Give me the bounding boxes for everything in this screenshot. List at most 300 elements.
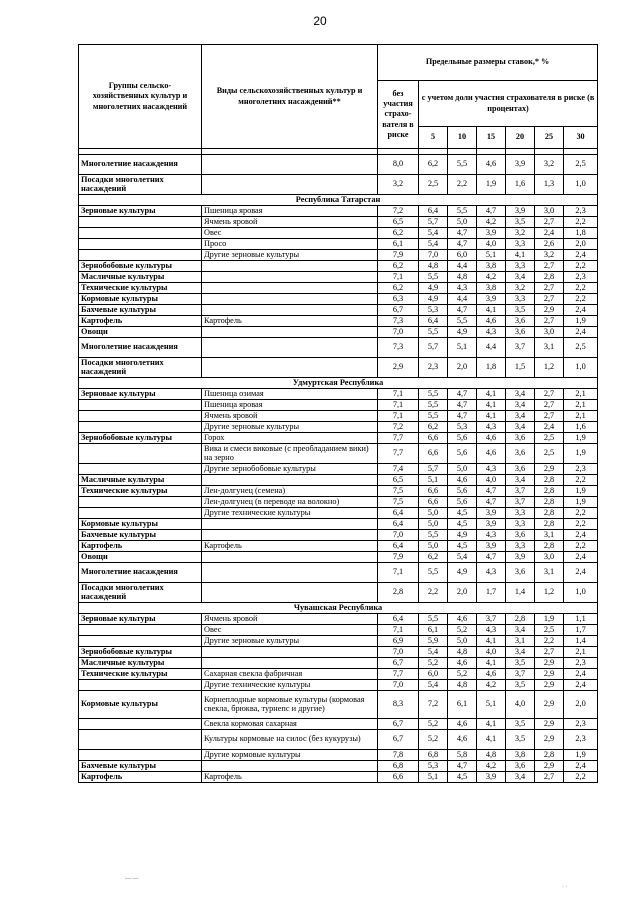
rate-share-15: 4,7 <box>477 552 506 563</box>
rate-share-25: 2,8 <box>535 497 564 508</box>
rate-share-10: 5,2 <box>448 625 477 636</box>
header-limits: Предельные размеры ставок,* % <box>378 45 598 81</box>
rate-share-5: 5,2 <box>419 719 448 730</box>
crop-kind: Корнеплодные кормовые культуры (кормовая свекла, брюква, турнепс и другие) <box>202 691 378 719</box>
rate-share-10: 4,7 <box>448 239 477 250</box>
rate-share-30: 1,9 <box>564 750 598 761</box>
table-row <box>79 475 598 486</box>
rate-share-10: 5,6 <box>448 497 477 508</box>
rate-without-participation: 7,9 <box>378 552 419 563</box>
table-row <box>79 519 598 530</box>
rate-share-25: 3,2 <box>535 250 564 261</box>
rate-share-30: 2,4 <box>564 761 598 772</box>
rate-share-30: 2,4 <box>564 563 598 583</box>
rate-share-15: 4,3 <box>477 625 506 636</box>
crop-group: Зерновые культуры <box>79 206 202 217</box>
rate-share-25: 1,9 <box>535 614 564 625</box>
rate-share-20: 3,4 <box>506 772 535 783</box>
table-row <box>79 583 598 603</box>
rate-share-10: 4,7 <box>448 228 477 239</box>
rate-without-participation: 6,4 <box>378 508 419 519</box>
rate-share-20: 3,4 <box>506 475 535 486</box>
crop-kind <box>202 647 378 658</box>
table-row <box>79 294 598 305</box>
rate-share-10: 4,6 <box>448 658 477 669</box>
rate-share-15: 4,2 <box>477 680 506 691</box>
rate-share-5: 5,2 <box>419 730 448 750</box>
rate-without-participation: 6,2 <box>378 228 419 239</box>
rate-share-15: 4,1 <box>477 730 506 750</box>
rate-share-25: 2,7 <box>535 283 564 294</box>
rate-share-10: 4,4 <box>448 261 477 272</box>
table-row <box>79 563 598 583</box>
crop-group <box>79 680 202 691</box>
crop-group: Посадки многолетних насаждений <box>79 583 202 603</box>
crop-kind: Овес <box>202 228 378 239</box>
header-share-30: 30 <box>564 127 598 149</box>
rate-share-10: 4,9 <box>448 563 477 583</box>
rate-without-participation: 7,8 <box>378 750 419 761</box>
rate-share-10: 4,4 <box>448 294 477 305</box>
rate-without-participation: 7,2 <box>378 422 419 433</box>
rate-share-10: 5,8 <box>448 750 477 761</box>
crop-group: Многолетние насаждения <box>79 563 202 583</box>
rate-share-25: 2,7 <box>535 316 564 327</box>
rate-without-participation: 6,5 <box>378 475 419 486</box>
crop-kind <box>202 761 378 772</box>
rate-share-20: 3,9 <box>506 552 535 563</box>
rate-share-5: 5,4 <box>419 228 448 239</box>
crop-kind: Ячмень яровой <box>202 411 378 422</box>
rate-share-10: 5,2 <box>448 669 477 680</box>
rate-share-30: 2,4 <box>564 680 598 691</box>
crop-kind <box>202 563 378 583</box>
crop-group: Посадки многолетних насаждений <box>79 175 202 195</box>
rate-share-25: 2,9 <box>535 464 564 475</box>
rate-share-30: 2,4 <box>564 250 598 261</box>
rate-share-15: 4,1 <box>477 400 506 411</box>
rate-share-20: 3,9 <box>506 155 535 175</box>
rate-share-5: 4,9 <box>419 294 448 305</box>
rate-share-15: 4,7 <box>477 206 506 217</box>
rate-share-10: 5,6 <box>448 444 477 464</box>
table-row <box>79 508 598 519</box>
rate-share-20: 3,3 <box>506 508 535 519</box>
rate-without-participation: 2,9 <box>378 358 419 378</box>
rate-share-10: 4,8 <box>448 647 477 658</box>
rate-share-15: 3,9 <box>477 508 506 519</box>
rate-share-30: 2,2 <box>564 772 598 783</box>
crop-group: Зернобобовые культуры <box>79 261 202 272</box>
rate-share-15: 5,1 <box>477 691 506 719</box>
table-row <box>79 206 598 217</box>
rate-share-30: 2,0 <box>564 691 598 719</box>
rate-share-30: 1,9 <box>564 486 598 497</box>
table-row <box>79 669 598 680</box>
rate-share-25: 2,8 <box>535 486 564 497</box>
crop-kind: Картофель <box>202 772 378 783</box>
rate-share-25: 2,4 <box>535 422 564 433</box>
table-row <box>79 305 598 316</box>
rate-share-20: 3,7 <box>506 338 535 358</box>
crop-kind <box>202 552 378 563</box>
table-row <box>79 552 598 563</box>
crop-kind: Просо <box>202 239 378 250</box>
rate-share-30: 2,3 <box>564 206 598 217</box>
rate-share-15: 3,9 <box>477 772 506 783</box>
rate-without-participation: 7,1 <box>378 272 419 283</box>
scan-mark: · · <box>562 884 568 890</box>
table-row <box>79 400 598 411</box>
rate-share-5: 5,4 <box>419 647 448 658</box>
rate-share-30: 2,1 <box>564 647 598 658</box>
table-row <box>79 358 598 378</box>
crop-group: Посадки многолетних насаждений <box>79 358 202 378</box>
rate-share-25: 1,2 <box>535 583 564 603</box>
rate-share-30: 1,6 <box>564 422 598 433</box>
rate-share-25: 2,9 <box>535 719 564 730</box>
rate-without-participation: 7,1 <box>378 563 419 583</box>
rate-without-participation: 6,7 <box>378 658 419 669</box>
table-row <box>79 316 598 327</box>
rate-share-20: 3,5 <box>506 217 535 228</box>
crop-kind: Овес <box>202 625 378 636</box>
rate-share-20: 3,4 <box>506 647 535 658</box>
crop-group: Картофель <box>79 316 202 327</box>
table-row <box>79 272 598 283</box>
rate-share-15: 3,9 <box>477 228 506 239</box>
rate-share-25: 2,7 <box>535 411 564 422</box>
rate-without-participation: 6,6 <box>378 772 419 783</box>
rate-share-15: 1,7 <box>477 583 506 603</box>
rate-share-5: 5,0 <box>419 519 448 530</box>
rate-share-15: 4,7 <box>477 486 506 497</box>
rate-without-participation: 7,0 <box>378 647 419 658</box>
rate-share-15: 4,7 <box>477 497 506 508</box>
region-row <box>79 378 598 389</box>
crop-group <box>79 625 202 636</box>
rate-share-10: 5,5 <box>448 206 477 217</box>
rate-without-participation: 7,1 <box>378 389 419 400</box>
rate-share-5: 6,2 <box>419 155 448 175</box>
rate-without-participation: 6,4 <box>378 519 419 530</box>
rate-share-15: 5,1 <box>477 250 506 261</box>
rate-share-10: 5,0 <box>448 217 477 228</box>
rate-share-5: 5,4 <box>419 239 448 250</box>
rate-share-10: 2,0 <box>448 358 477 378</box>
rate-share-20: 3,6 <box>506 530 535 541</box>
rate-share-25: 3,1 <box>535 530 564 541</box>
crop-kind: Картофель <box>202 316 378 327</box>
rate-share-15: 4,1 <box>477 658 506 669</box>
rate-share-5: 5,5 <box>419 530 448 541</box>
rate-share-25: 2,9 <box>535 669 564 680</box>
rate-without-participation: 7,0 <box>378 680 419 691</box>
rate-share-15: 1,8 <box>477 358 506 378</box>
region-name: Республика Татарстан <box>79 195 598 206</box>
table-row <box>79 691 598 719</box>
rate-without-participation: 7,1 <box>378 411 419 422</box>
crop-group: Масличные культуры <box>79 658 202 669</box>
table-row <box>79 283 598 294</box>
rate-share-20: 3,3 <box>506 541 535 552</box>
rate-share-5: 5,5 <box>419 389 448 400</box>
rate-without-participation: 7,2 <box>378 206 419 217</box>
table-row <box>79 411 598 422</box>
table-row <box>79 228 598 239</box>
crop-kind: Пшеница яровая <box>202 400 378 411</box>
rate-share-25: 3,0 <box>535 327 564 338</box>
rate-share-10: 4,7 <box>448 305 477 316</box>
rate-share-20: 3,4 <box>506 625 535 636</box>
rate-share-25: 2,9 <box>535 658 564 669</box>
rate-share-10: 4,8 <box>448 272 477 283</box>
crop-group <box>79 719 202 730</box>
rate-share-10: 4,9 <box>448 327 477 338</box>
rate-share-5: 5,5 <box>419 272 448 283</box>
rate-share-10: 5,5 <box>448 316 477 327</box>
rate-share-30: 2,4 <box>564 327 598 338</box>
rate-share-10: 4,7 <box>448 761 477 772</box>
rate-without-participation: 7,4 <box>378 464 419 475</box>
rate-without-participation: 7,7 <box>378 669 419 680</box>
rate-share-30: 1,8 <box>564 228 598 239</box>
header-share-15: 15 <box>477 127 506 149</box>
rate-share-5: 6,8 <box>419 750 448 761</box>
rate-share-5: 2,5 <box>419 175 448 195</box>
rate-share-10: 6,1 <box>448 691 477 719</box>
crop-group <box>79 228 202 239</box>
crop-kind <box>202 175 378 195</box>
crop-group: Технические культуры <box>79 486 202 497</box>
rate-without-participation: 6,1 <box>378 239 419 250</box>
rate-share-10: 5,6 <box>448 486 477 497</box>
rate-share-25: 2,8 <box>535 541 564 552</box>
rate-share-10: 5,1 <box>448 338 477 358</box>
crop-kind <box>202 272 378 283</box>
header-share-20: 20 <box>506 127 535 149</box>
crop-kind: Картофель <box>202 541 378 552</box>
crop-kind: Свекла кормовая сахарная <box>202 719 378 730</box>
region-row <box>79 603 598 614</box>
rate-share-15: 4,6 <box>477 433 506 444</box>
header-share-10: 10 <box>448 127 477 149</box>
rate-share-10: 5,3 <box>448 422 477 433</box>
rate-share-30: 2,3 <box>564 658 598 669</box>
rate-share-20: 3,3 <box>506 261 535 272</box>
table-row <box>79 433 598 444</box>
rate-share-15: 4,0 <box>477 239 506 250</box>
rate-share-5: 2,2 <box>419 583 448 603</box>
scan-mark: — — <box>125 876 139 882</box>
rate-share-10: 4,5 <box>448 541 477 552</box>
table-row <box>79 464 598 475</box>
rate-share-10: 5,5 <box>448 155 477 175</box>
crop-group: Картофель <box>79 772 202 783</box>
rate-share-30: 1,0 <box>564 583 598 603</box>
rate-share-30: 2,2 <box>564 217 598 228</box>
header-share-25: 25 <box>535 127 564 149</box>
rate-share-15: 4,2 <box>477 761 506 772</box>
rate-share-5: 6,6 <box>419 433 448 444</box>
rate-share-30: 2,2 <box>564 475 598 486</box>
crop-group <box>79 636 202 647</box>
rate-share-25: 2,5 <box>535 625 564 636</box>
rate-share-20: 3,8 <box>506 750 535 761</box>
rate-share-20: 4,1 <box>506 250 535 261</box>
rate-without-participation: 7,3 <box>378 338 419 358</box>
rate-share-10: 4,5 <box>448 519 477 530</box>
crop-group: Бахчевые культуры <box>79 305 202 316</box>
rate-share-10: 5,0 <box>448 464 477 475</box>
rate-share-30: 2,1 <box>564 411 598 422</box>
rate-share-20: 3,6 <box>506 444 535 464</box>
rate-share-10: 4,5 <box>448 772 477 783</box>
rate-share-5: 5,7 <box>419 217 448 228</box>
crop-kind: Другие технические культуры <box>202 508 378 519</box>
rate-share-5: 5,1 <box>419 475 448 486</box>
crop-group: Зерновые культуры <box>79 614 202 625</box>
rate-share-20: 3,4 <box>506 272 535 283</box>
table-row <box>79 389 598 400</box>
rate-without-participation: 2,8 <box>378 583 419 603</box>
rate-share-5: 5,5 <box>419 614 448 625</box>
header-without-participation: без участия страхо-вателя в риске <box>378 81 419 149</box>
rate-share-15: 4,1 <box>477 719 506 730</box>
rate-share-15: 4,3 <box>477 563 506 583</box>
rate-share-5: 2,3 <box>419 358 448 378</box>
rate-share-5: 6,1 <box>419 625 448 636</box>
rate-share-5: 5,7 <box>419 338 448 358</box>
crop-kind: Другие кормовые культуры <box>202 750 378 761</box>
crop-group <box>79 250 202 261</box>
rate-share-15: 3,9 <box>477 541 506 552</box>
rate-without-participation: 6,2 <box>378 261 419 272</box>
rate-share-20: 3,5 <box>506 305 535 316</box>
table-row <box>79 175 598 195</box>
crop-kind: Сахарная свекла фабричная <box>202 669 378 680</box>
rate-share-30: 2,2 <box>564 519 598 530</box>
crop-kind <box>202 530 378 541</box>
rate-without-participation: 6,4 <box>378 541 419 552</box>
rate-share-20: 3,6 <box>506 316 535 327</box>
rate-share-20: 3,4 <box>506 411 535 422</box>
rate-share-30: 1,0 <box>564 175 598 195</box>
rate-share-30: 2,2 <box>564 541 598 552</box>
table-row <box>79 719 598 730</box>
rate-share-10: 4,6 <box>448 614 477 625</box>
region-name: Удмуртская Республика <box>79 378 598 389</box>
table-row <box>79 155 598 175</box>
rate-share-25: 2,2 <box>535 636 564 647</box>
rate-share-5: 6,6 <box>419 444 448 464</box>
rate-share-20: 3,5 <box>506 730 535 750</box>
rate-share-25: 2,7 <box>535 294 564 305</box>
region-name: Чувашская Республика <box>79 603 598 614</box>
crop-kind <box>202 327 378 338</box>
rate-share-5: 5,4 <box>419 680 448 691</box>
rate-share-20: 3,5 <box>506 658 535 669</box>
rate-share-10: 4,9 <box>448 530 477 541</box>
crop-group <box>79 239 202 250</box>
crop-kind: Другие технические культуры <box>202 680 378 691</box>
crop-group: Технические культуры <box>79 669 202 680</box>
rate-share-10: 2,0 <box>448 583 477 603</box>
rate-share-5: 5,0 <box>419 541 448 552</box>
crop-group: Картофель <box>79 541 202 552</box>
rate-share-15: 4,8 <box>477 750 506 761</box>
rate-share-15: 4,6 <box>477 316 506 327</box>
rate-share-20: 3,6 <box>506 761 535 772</box>
rate-share-15: 4,6 <box>477 444 506 464</box>
table-row <box>79 250 598 261</box>
rate-without-participation: 6,5 <box>378 217 419 228</box>
rate-share-20: 1,4 <box>506 583 535 603</box>
crop-group: Зернобобовые культуры <box>79 647 202 658</box>
rate-share-20: 3,5 <box>506 719 535 730</box>
rate-share-20: 1,6 <box>506 175 535 195</box>
rate-share-10: 4,6 <box>448 719 477 730</box>
rate-share-5: 6,4 <box>419 206 448 217</box>
rate-share-15: 4,1 <box>477 636 506 647</box>
rate-share-25: 2,8 <box>535 475 564 486</box>
rate-without-participation: 8,0 <box>378 155 419 175</box>
rate-share-5: 5,5 <box>419 327 448 338</box>
crop-kind: Пшеница яровая <box>202 206 378 217</box>
rate-share-5: 6,2 <box>419 422 448 433</box>
rate-share-5: 6,6 <box>419 486 448 497</box>
rate-share-30: 2,2 <box>564 508 598 519</box>
rate-share-15: 3,9 <box>477 294 506 305</box>
rate-share-5: 5,5 <box>419 400 448 411</box>
rate-share-25: 3,0 <box>535 552 564 563</box>
rate-share-20: 3,3 <box>506 519 535 530</box>
page-number: 20 <box>313 14 327 28</box>
rate-share-20: 3,6 <box>506 464 535 475</box>
rate-share-30: 2,4 <box>564 305 598 316</box>
rate-share-10: 6,0 <box>448 250 477 261</box>
rate-share-20: 3,4 <box>506 422 535 433</box>
table-row <box>79 750 598 761</box>
rate-share-5: 6,2 <box>419 552 448 563</box>
rate-share-25: 1,2 <box>535 358 564 378</box>
rate-share-20: 4,0 <box>506 691 535 719</box>
crop-kind: Лен-долгунец (семена) <box>202 486 378 497</box>
crop-group: Технические культуры <box>79 283 202 294</box>
rate-share-10: 4,5 <box>448 508 477 519</box>
rate-share-25: 2,5 <box>535 433 564 444</box>
rate-without-participation: 7,5 <box>378 497 419 508</box>
rate-share-25: 3,2 <box>535 155 564 175</box>
rate-share-5: 5,3 <box>419 761 448 772</box>
table-row <box>79 541 598 552</box>
rate-without-participation: 7,9 <box>378 250 419 261</box>
crop-kind <box>202 658 378 669</box>
rate-share-25: 2,5 <box>535 444 564 464</box>
rate-without-participation: 3,2 <box>378 175 419 195</box>
rate-without-participation: 6,7 <box>378 719 419 730</box>
rate-share-25: 2,8 <box>535 750 564 761</box>
crop-kind <box>202 283 378 294</box>
rate-share-15: 4,1 <box>477 411 506 422</box>
rate-without-participation: 6,7 <box>378 305 419 316</box>
crop-kind <box>202 583 378 603</box>
table-row <box>79 761 598 772</box>
rate-share-30: 2,1 <box>564 389 598 400</box>
rate-share-20: 3,2 <box>506 283 535 294</box>
rate-share-10: 5,4 <box>448 552 477 563</box>
rate-share-15: 4,1 <box>477 305 506 316</box>
